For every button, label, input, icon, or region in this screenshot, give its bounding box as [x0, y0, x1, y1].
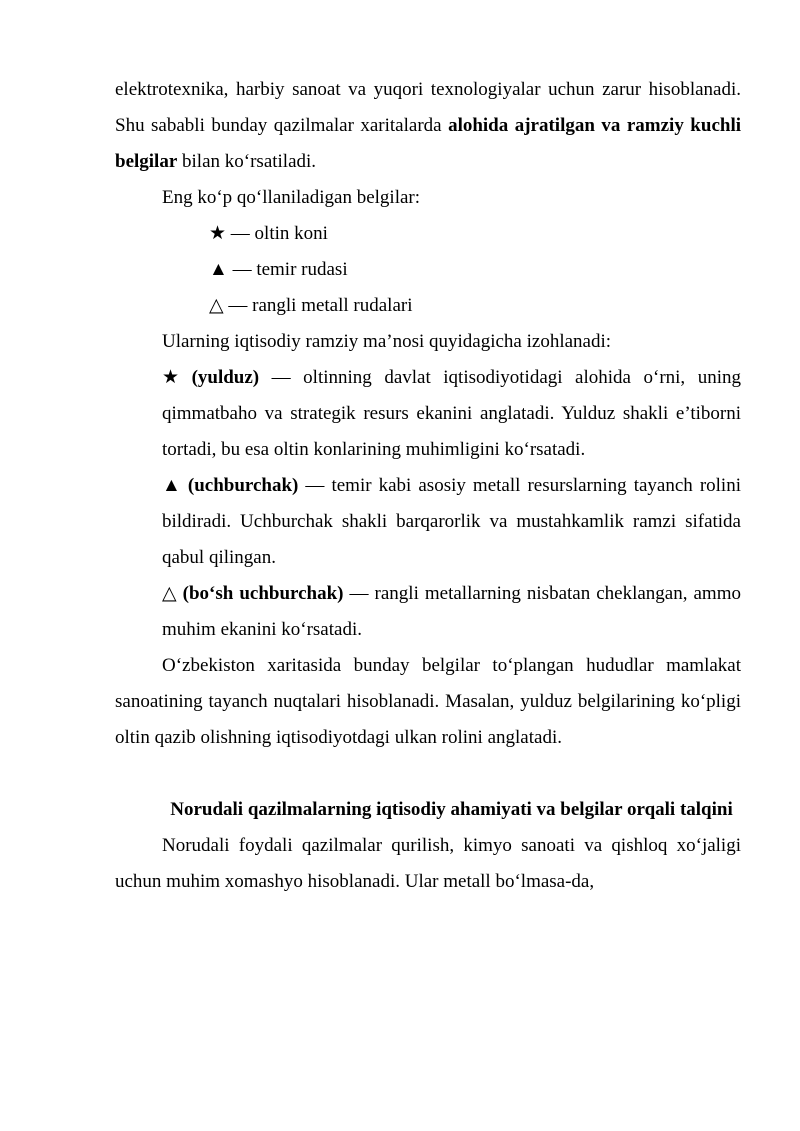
explanation-star — [115, 360, 741, 468]
paragraph-intro-bold: alohida ajratilgan va ramziy kuchli belgilar — [115, 115, 741, 172]
hollow-triangle-icon: △ — [162, 583, 177, 604]
symbol-item-gold — [115, 216, 741, 252]
page-content — [115, 72, 741, 900]
symbol-item-label: — rangli metall rudalari — [223, 295, 413, 316]
explanation-term: (bo‘sh uchburchak) — [176, 583, 344, 604]
symbols-lead: Eng ko‘p qo‘llaniladigan belgilar: — [162, 187, 421, 208]
paragraph-nonmetallic: Norudali foydali qazilmalar qurilish, kimyo sanoati va qishloq xo‘jaligi uchun muhim xomashyo hisoblanadi. Ular metall bo‘lmasa-da, — [115, 835, 741, 892]
explanation-term: (uchburchak) — [180, 475, 299, 496]
symbol-item-nonferrous — [115, 288, 741, 324]
section-heading: Norudali qazilmalarning iqtisodiy ahamiyati va belgilar orqali talqini — [170, 799, 733, 820]
filled-triangle-icon: ▲ — [209, 259, 228, 280]
explanation-lead: Ularning iqtisodiy ramziy ma’nosi quyidagicha izohlanadi: — [162, 331, 612, 352]
explanation-text: — oltinning davlat iqtisodiyotidagi alohida o‘rni, uning qimmatbaho va strategik resurs ekanini anglatadi. Yulduz shakli e’tiborni tortadi, bu esa oltin konlarining muhimligini ko‘rsatadi. — [162, 367, 741, 460]
explanation-text: — rangli metallarning nisbatan cheklangan, ammo muhim ekanini ko‘rsatadi. — [162, 583, 741, 640]
paragraph-intro — [115, 72, 741, 180]
paragraph-intro-text: elektrotexnika, harbiy sanoat va yuqori texnologiyalar uchun zarur hisoblanadi. Shu sababli bunday qazilmalar xaritalarda — [115, 79, 741, 136]
star-icon: ★ — [209, 223, 227, 244]
explanation-term: (yulduz) — [179, 367, 260, 388]
explanation-hollow-triangle — [115, 576, 741, 648]
symbol-item-label: — temir rudasi — [227, 259, 348, 280]
symbol-item-label: — oltin koni — [226, 223, 328, 244]
explanation-triangle — [115, 468, 741, 576]
paragraph-uzbekistan: O‘zbekiston xaritasida bunday belgilar to‘plangan hududlar mamlakat sanoatining tayanch nuqtalari hisoblanadi. Masalan, yulduz belgilarining ko‘pligi oltin qazib olishning iqtisodiyotdagi ulkan rolini anglatadi. — [115, 655, 741, 748]
symbol-item-iron — [115, 252, 741, 288]
filled-triangle-icon: ▲ — [162, 475, 181, 496]
star-icon: ★ — [162, 367, 180, 388]
paragraph-intro-end: bilan ko‘rsatiladi. — [177, 151, 317, 172]
hollow-triangle-icon: △ — [209, 295, 224, 316]
explanation-text: — temir kabi asosiy metall resurslarning tayanch rolini bildiradi. Uchburchak shakli barqarorlik va mustahkamlik ramzi sifatida qabul qilingan. — [162, 475, 741, 568]
spacer — [115, 756, 741, 792]
